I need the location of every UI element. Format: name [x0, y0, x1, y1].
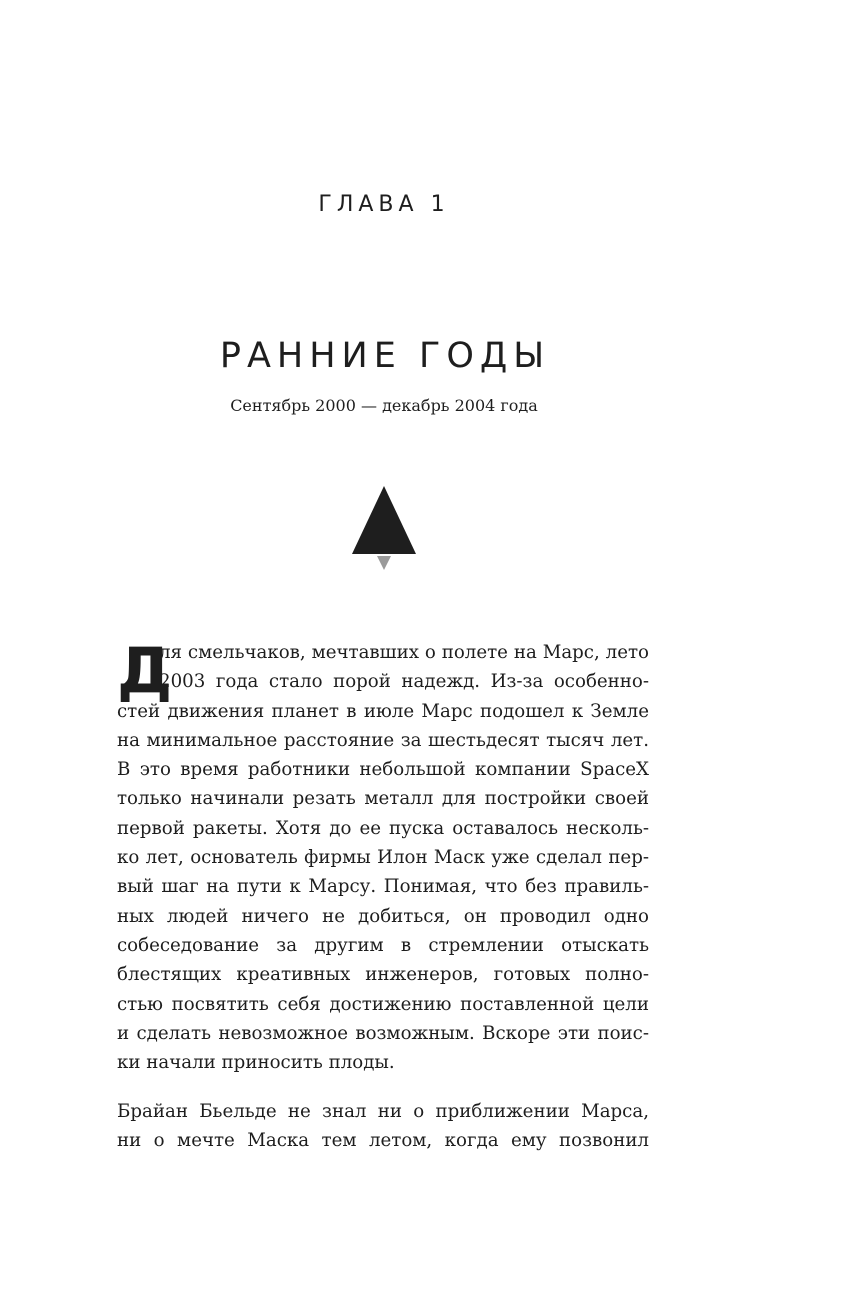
text-line: первой ракеты. Хотя до ее пуска оставалось несколь-: [117, 817, 649, 839]
text-line: Брайан Бьельде не знал ни о приближении Марса,: [117, 1101, 649, 1122]
text-line: только начинали резать металл для постройки своей: [117, 788, 649, 810]
text-line: ля смельчаков, мечтавших о полете на Марс, лето: [159, 642, 649, 663]
text-line: вый шаг на пути к Марсу. Понимая, что без правиль-: [117, 876, 649, 898]
paragraph-1: [117, 634, 649, 1077]
chapter-dates: Сентябрь 2000 — декабрь 2004 года: [230, 396, 538, 415]
text-line: ко лет, основатель фирмы Илон Маск уже сделал пер-: [117, 847, 649, 869]
text-line: и сделать невозможное возможным. Вскоре эти поис-: [117, 1022, 649, 1044]
rocket-triangle-icon: [349, 484, 419, 574]
text-line: блестящих креативных инженеров, готовых полно-: [117, 964, 649, 986]
text-line: В это время работники небольшой компании SpaceX: [117, 759, 649, 781]
text-line: на минимальное расстояние за шестьдесят тысяч лет.: [117, 729, 649, 751]
text-line: стью посвятить себя достижению поставленной цели: [117, 993, 649, 1015]
chapter-title: РАННИЕ ГОДЫ: [219, 336, 551, 376]
drop-cap: Д: [117, 634, 173, 707]
text-line: собеседование за другим в стремлении отыскать: [117, 934, 649, 956]
text-line: ки начали приносить плоды.: [117, 1052, 395, 1074]
chapter-label: ГЛАВА 1: [318, 192, 450, 217]
paragraph-2: [117, 1097, 649, 1156]
text-line: стей движения планет в июле Марс подошел к Земле: [117, 700, 649, 722]
text-line: 2003 года стало порой надежд. Из-за особенно-: [159, 671, 649, 693]
text-line: ных людей ничего не добиться, он проводил одно: [117, 905, 649, 927]
text-line: ни о мечте Маска тем летом, когда ему позвонил: [117, 1130, 649, 1152]
